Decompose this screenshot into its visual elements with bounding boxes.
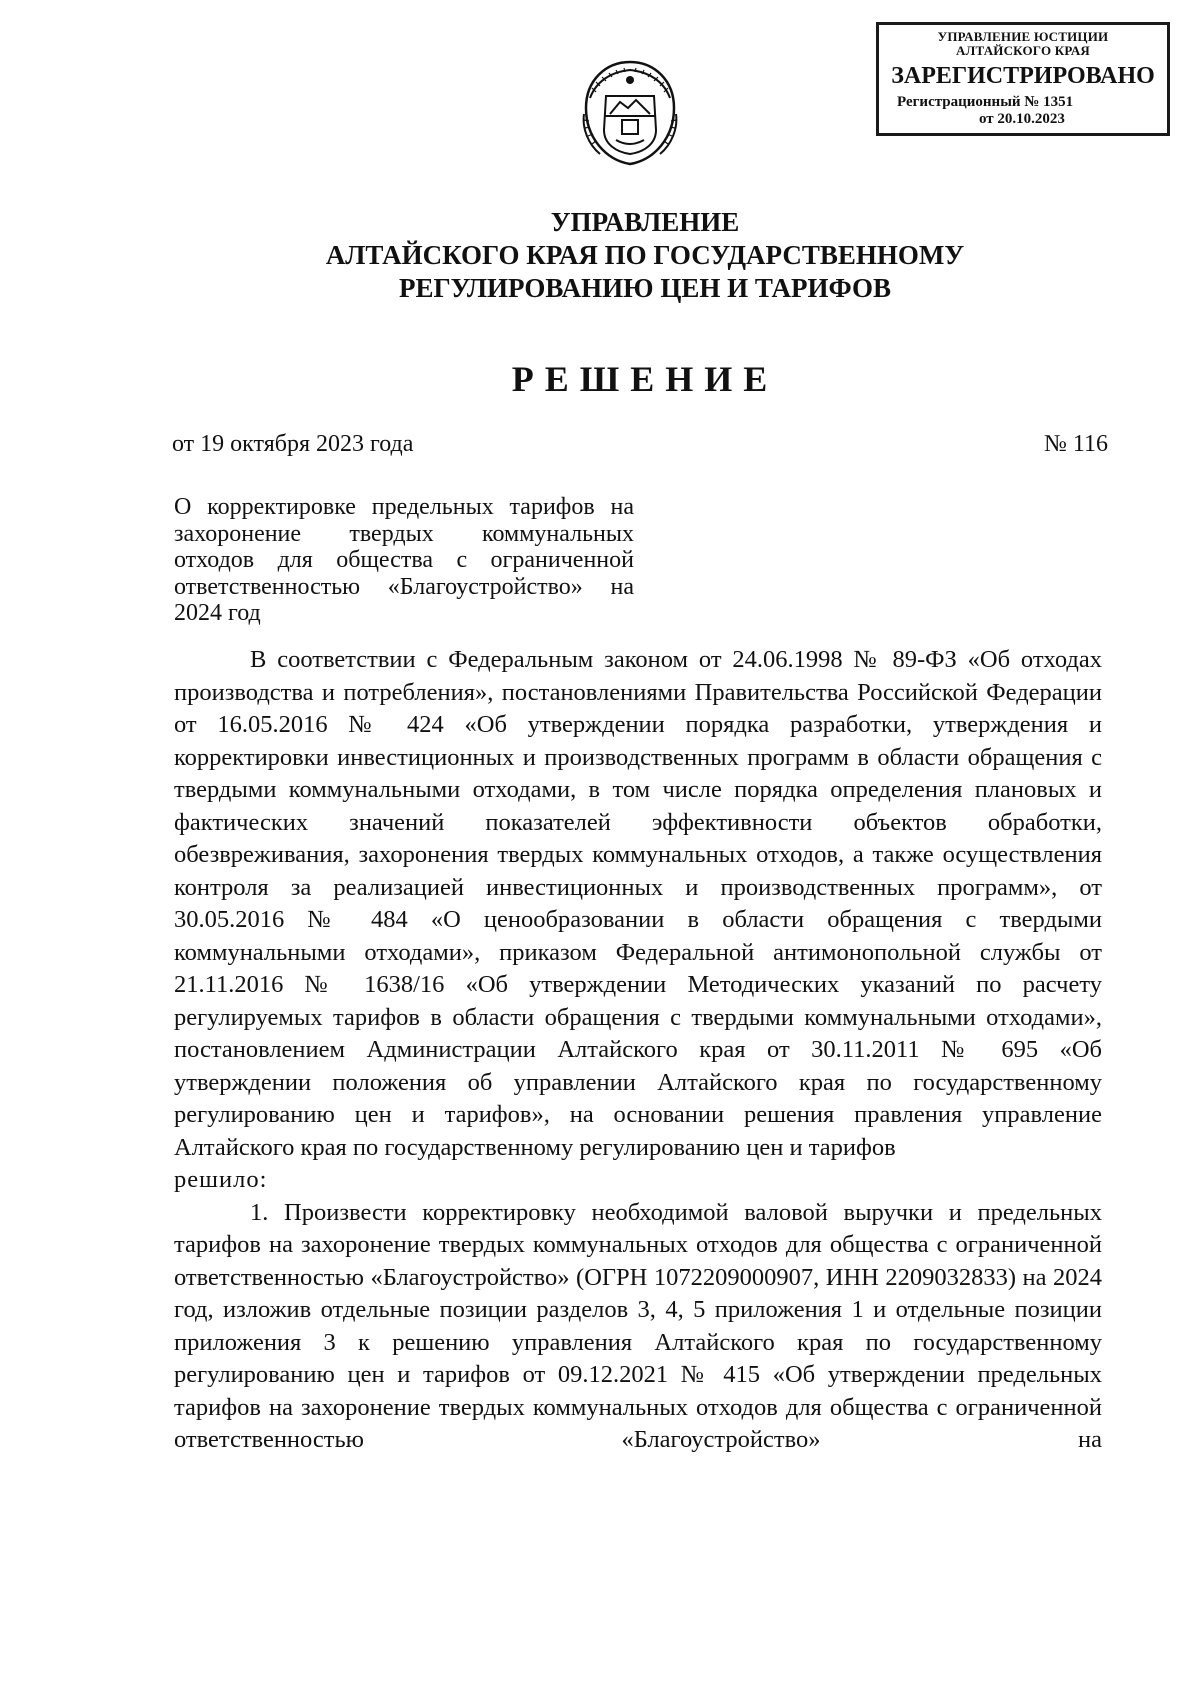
document-subject: О корректировке предельных тарифов на захоронение твердых коммунальных отходов для общества с ограниченной ответственностью «Благоустройство» на 2024 год xyxy=(174,494,634,626)
organization-name xyxy=(0,206,1200,305)
altai-krai-coat-of-arms-icon xyxy=(576,58,684,168)
organization-line1: УПРАВЛЕНИЕ xyxy=(550,207,740,237)
item-1-paragraph: 1. Произвести корректировку необходимой валовой выручки и предельных тарифов на захоронение твердых коммунальных отходов для общества с ограниченной ответственностью «Благоустройство» (ОГРН 1072209000907, ИНН 2209032833) на 2024 год, изложив отдельные позиции разделов 3, 4, 5 приложения 1 и отдельные позиции приложения 3 к решению управления Алтайского края по государственному регулированию цен и тарифов от 09.12.2021 № 415 «Об утверждении предельных тарифов на захоронение твердых коммунальных отходов для общества с ограниченной ответственностью «Благоустройство» на xyxy=(174,1198,1102,1453)
stamp-status: ЗАРЕГИСТРИРОВАНО xyxy=(891,63,1155,89)
resolved-label: решило: xyxy=(174,1166,268,1193)
stamp-authority-line2: АЛТАЙСКОГО КРАЯ xyxy=(956,43,1090,58)
stamp-reg-date: от 20.10.2023 xyxy=(979,111,1065,127)
registration-stamp xyxy=(876,22,1170,136)
organization-line3: РЕГУЛИРОВАНИЮ ЦЕН И ТАРИФОВ xyxy=(398,273,892,303)
document-title: РЕШЕНИЕ xyxy=(511,359,779,399)
preamble-paragraph: В соответствии с Федеральным законом от 24.06.1998 № 89-ФЗ «Об отходах производства и потребления», постановлениями Правительства Российской Федерации от 16.05.2016 № 424 «Об утверждении порядка разработки, утверждения и корректировки инвестиционных и производственных программ в области обращения с твердыми коммунальными отходами, в том числе порядка определения плановых и фактических значений показателей эффективности объектов обработки, обезвреживания, захоронения твердых коммунальных отходов, а также осуществления контроля за реализацией инвестиционных и производственных программ», от 30.05.2016 № 484 «О ценообразовании в области обращения с твердыми коммунальными отходами», приказом Федеральной антимонопольной службы от 21.11.2016 № 1638/16 «Об утверждении Методических указаний по расчету регулируемых тарифов в области обращения с твердыми коммунальными отходами», постановлением Администрации Алтайского края от 30.11.2011 № 695 «Об утверждении положения об управлении Алтайского края по государственному регулированию цен и тарифов», на основании решения правления управление Алтайского края по государственному регулированию цен и тарифов xyxy=(174,646,1102,1161)
document-number: № 116 xyxy=(1043,431,1108,457)
document-date: от 19 октября 2023 года xyxy=(172,431,414,457)
stamp-reg-number: Регистрационный № 1351 xyxy=(897,94,1074,110)
organization-line2: АЛТАЙСКОГО КРАЯ ПО ГОСУДАРСТВЕННОМУ xyxy=(325,240,965,270)
stamp-authority-line1: УПРАВЛЕНИЕ ЮСТИЦИИ xyxy=(937,29,1109,44)
document-body xyxy=(174,644,1102,1457)
